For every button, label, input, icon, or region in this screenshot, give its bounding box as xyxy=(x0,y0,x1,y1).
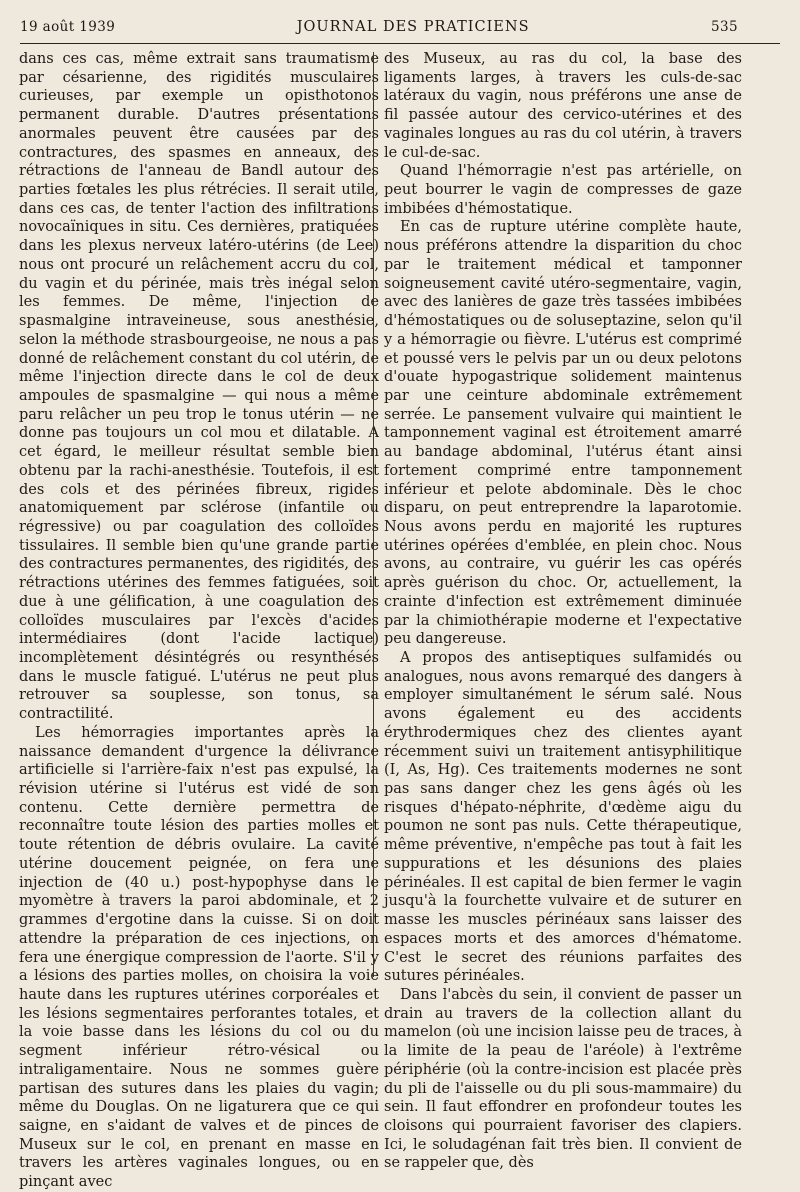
header-rule xyxy=(20,43,780,44)
left-column xyxy=(19,50,379,1192)
paragraph: Dans l'abcès du sein, il convient de passer un drain au travers de la collection allant du mamelon (où une incision laisse peu de traces, à la limite de la peau de l'aréole) à l'extrême périphérie (où la contre-incision est placée près du pli de l'aisselle ou du pli sous-mammaire) du sein. Il faut effondrer en profondeur toutes les cloisons qui pourraient favoriser des clapiers. Ici, le soludagénan fait très bien. Il convient de se rappeler que, dès xyxy=(384,986,742,1172)
journal-title: JOURNAL DES PRATICIENS xyxy=(296,19,530,35)
paragraph: Quand l'hémorragie n'est pas artérielle, on peut bourrer le vagin de compresses de gaze imbibées d'hémostatique. xyxy=(384,163,742,217)
paragraph: Les hémorragies importantes après la naissance demandent d'urgence la délivrance artificielle si l'arrière-faix n'est pas expulsé, la révision utérine si l'utérus est vidé de son contenu. Cette dernière permettra de reconnaître toute lésion des parties molles et toute rétention de débris ovulaire. La cavité utérine doucement peignée, on fera une injection de (40 u.) post-hypophyse dans le myomètre à travers la paroi abdominale, et 2 grammes d'ergotine dans la cuisse. Si on doit attendre la préparation de ces injections, on fera une énergique compression de l'aorte. S'il y a lésions des parties molles, on choisira la voie haute dans les ruptures utérines corporéales et les lésions segmentaires perforantes totales, et la voie basse dans les lésions du col ou du segment inférieur rétro-vésical ou intraligamentaire. Nous ne sommes guère partisan des sutures dans les plaies du vagin; même du Douglas. On ne ligaturera que ce qui saigne, en s'aidant de valves et de pinces de Museux sur le col, en prenant en masse en travers les artères vaginales longues, ou en pinçant avec xyxy=(19,724,379,1191)
page-number: 535 xyxy=(711,19,738,35)
paragraph: dans ces cas, même extrait sans traumatisme par césarienne, des rigidités musculaires curieuses, par exemple un opisthotonos permanent durable. D'autres présentations anormales peuvent être causées par des contractures, des spasmes en anneaux, des rétractions de l'anneau de Bandl autour des parties fœtales les plus rétrécies. Il serait utile, dans ces cas, de tenter l'action des infiltrations novocaïniques in situ. Ces dernières, pratiquées dans les plexus nerveux latéro-utérins (de Lee) nous ont procuré un relâchement accru du col, du vagin et du périnée, mais très inégal selon les femmes. De même, l'injection de spasmalgine intraveineuse, sous anesthésie, selon la méthode strasbourgeoise, ne nous a pas donné de relâchement constant du col utérin, de même l'injection directe dans le col de deux ampoules de spasmalgine — qui nous a même paru relâcher un peu trop le tonus utérin — ne donne pas toujours un col mou et dilatable. A cet égard, le meilleur résultat semble bien obtenu par la rachi-anesthésie. Toutefois, il est des cols et des périnées fibreux, rigides anatomiquement par sclérose (infantile ou régressive) ou par coagulation des colloïdes tissulaires. Il semble bien qu'une grande partie des contractures permanentes, des rigidités, des rétractions utérines des femmes fatiguées, soit due à une gélification, à une coagulation des colloïdes musculaires par l'excès d'acides intermédiaires (dont l'acide lactique) incomplètement désintégrés ou resynthésés dans le muscle fatigué. L'utérus ne peut plus retrouver sa souplesse, son tonus, sa contractilité. xyxy=(19,51,379,723)
paragraph: A propos des antiseptiques sulfamidés ou analogues, nous avons remarqué des dangers à employer simultanément le sérum salé. Nous avons également eu des accidents érythrodermiques chez des clientes ayant récemment suivi un traitement antisyphilitique (I, As, Hg). Ces traitements modernes ne sont pas sans danger chez les gens âgés où les risques d'hépato-néphrite, d'œdème aigu du poumon ne sont pas nuls. Cette thérapeutique, même préventive, n'empêche pas tout à fait les suppurations et les désunions des plaies périnéales. Il est capital de bien fermer le vagin jusqu'à la fourchette vulvaire et de suturer en masse les muscles périnéaux sans laisser des espaces morts et des amorces d'hématome. C'est le secret des réunions parfaites des sutures périnéales. xyxy=(384,650,742,985)
paragraph: En cas de rupture utérine complète haute, nous préférons attendre la disparition du choc par le traitement médical et tamponner soigneusement cavité utéro-segmentaire, vagin, avec des lanières de gaze très tassées imbibées d'hémostatiques ou de soluseptazine, selon qu'il y a hémorragie ou fièvre. L'utérus est comprimé et poussé vers le pelvis par un ou deux pelotons d'ouate hypogastrique solidement maintenus par une ceinture abdominale extrêmement serrée. Le pansement vulvaire qui maintient le tamponnement vaginal est étroitement amarré au bandage abdominal, l'utérus étant ainsi fortement comprimé entre tamponnement inférieur et pelote abdominale. Dès le choc disparu, on peut entreprendre la laparotomie. Nous avons perdu en majorité les ruptures utérines opérées d'emblée, en plein choc. Nous avons, au contraire, vu guérir les cas opérés après guérison du choc. Or, actuellement, la crainte d'infection est extrêmement diminuée par la chimiothérapie moderne et l'expectative peu dangereuse. xyxy=(384,219,742,648)
column-divider xyxy=(373,52,374,977)
issue-date: 19 août 1939 xyxy=(20,19,116,35)
running-header xyxy=(20,14,738,40)
paragraph: des Museux, au ras du col, la base des ligaments larges, à travers les culs-de-sac latéraux du vagin, nous préférons une anse de fil passée autour des cervico-utérines et des vaginales longues au ras du col utérin, à travers le cul-de-sac. xyxy=(384,51,742,161)
right-column xyxy=(384,50,742,1173)
